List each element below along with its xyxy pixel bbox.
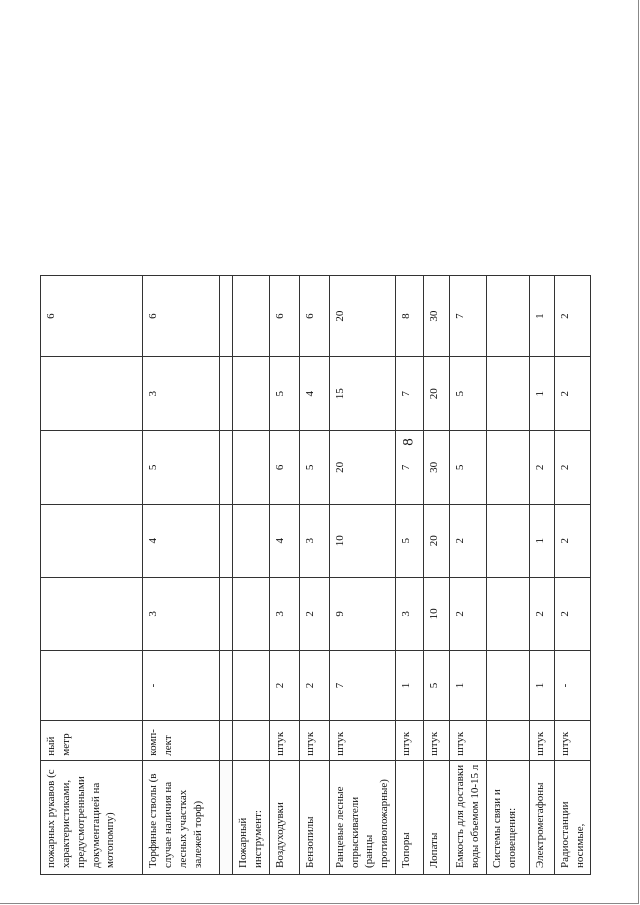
unit-cell <box>220 721 233 760</box>
value-cell: 3 <box>143 357 220 431</box>
value-cell: 7 <box>450 276 487 357</box>
value-cell: 5 <box>424 650 450 721</box>
value-cell: 2 <box>529 577 554 650</box>
value-cell <box>41 431 143 504</box>
value-cell <box>233 650 270 721</box>
value-cell: 2 <box>554 276 591 357</box>
table-row <box>486 276 529 875</box>
value-cell: 4 <box>143 504 220 577</box>
value-cell: - <box>143 650 220 721</box>
value-cell: 6 <box>269 276 299 357</box>
item-name-cell: Емкость для доставки воды объемом 10-15 л <box>450 760 487 874</box>
table-row <box>424 276 450 875</box>
value-cell <box>486 276 529 357</box>
value-cell <box>233 276 270 357</box>
value-cell <box>220 431 233 504</box>
value-cell: 1 <box>529 504 554 577</box>
value-cell: 5 <box>143 431 220 504</box>
value-cell: 5 <box>450 431 487 504</box>
value-cell: 8 <box>396 276 424 357</box>
value-cell: 2 <box>299 577 329 650</box>
value-cell: 15 <box>329 357 395 431</box>
unit-cell: штук <box>450 721 487 760</box>
value-cell <box>41 577 143 650</box>
value-cell: 3 <box>299 504 329 577</box>
page-number: 8 <box>400 438 417 446</box>
value-cell: 7 <box>396 431 424 504</box>
value-cell <box>233 431 270 504</box>
item-name-cell: Радиостанции носимые, <box>554 760 591 874</box>
value-cell: 20 <box>329 276 395 357</box>
item-name-cell: Бензопилы <box>299 760 329 874</box>
unit-cell: ный метр <box>41 721 143 760</box>
table-row <box>529 276 554 875</box>
unit-cell: штук <box>396 721 424 760</box>
item-name-cell: Топоры <box>396 760 424 874</box>
unit-cell: штук <box>329 721 395 760</box>
value-cell: 30 <box>424 276 450 357</box>
value-cell: 3 <box>396 577 424 650</box>
equipment-table <box>40 275 591 875</box>
value-cell: 10 <box>424 577 450 650</box>
value-cell: 9 <box>329 577 395 650</box>
value-cell <box>486 650 529 721</box>
value-cell: 20 <box>329 431 395 504</box>
value-cell <box>41 357 143 431</box>
item-name-cell: пожарных рукавов (с характеристиками, предусмотренными документацией на мотопомпу) <box>41 760 143 874</box>
item-name-cell: Электромегафоны <box>529 760 554 874</box>
value-cell: 20 <box>424 504 450 577</box>
item-name-cell: Воздуходувки <box>269 760 299 874</box>
item-name-cell: Лопаты <box>424 760 450 874</box>
value-cell <box>486 504 529 577</box>
table-row <box>143 276 220 875</box>
value-cell <box>233 357 270 431</box>
value-cell <box>220 504 233 577</box>
value-cell <box>41 650 143 721</box>
value-cell: 1 <box>529 357 554 431</box>
table-row <box>269 276 299 875</box>
value-cell: 5 <box>269 357 299 431</box>
value-cell: 20 <box>424 357 450 431</box>
unit-cell: комп-лект <box>143 721 220 760</box>
table-row <box>554 276 591 875</box>
value-cell: 5 <box>450 357 487 431</box>
unit-cell: штук <box>269 721 299 760</box>
value-cell: 2 <box>554 577 591 650</box>
value-cell: 3 <box>143 577 220 650</box>
value-cell <box>233 504 270 577</box>
value-cell: 6 <box>269 431 299 504</box>
unit-cell: штук <box>424 721 450 760</box>
value-cell: 5 <box>299 431 329 504</box>
value-cell: 4 <box>299 357 329 431</box>
value-cell: 6 <box>299 276 329 357</box>
value-cell: - <box>554 650 591 721</box>
value-cell <box>220 276 233 357</box>
item-name-cell: Торфяные стволы (в случае наличия на лесных участках залежей торф) <box>143 760 220 874</box>
item-name-cell: Ранцевые лесные опрыскиватели (ранцы противопожарные) <box>329 760 395 874</box>
value-cell: 6 <box>143 276 220 357</box>
value-cell <box>486 357 529 431</box>
table-row <box>299 276 329 875</box>
value-cell: 10 <box>329 504 395 577</box>
table-row <box>220 276 233 875</box>
value-cell: 4 <box>269 504 299 577</box>
value-cell: 1 <box>450 650 487 721</box>
value-cell: 6 <box>41 276 143 357</box>
value-cell: 2 <box>269 650 299 721</box>
item-name-cell: Системы связи и оповещения: <box>486 760 529 874</box>
value-cell: 7 <box>396 357 424 431</box>
table-row <box>329 276 395 875</box>
unit-cell <box>486 721 529 760</box>
table-row <box>41 276 143 875</box>
item-name-cell: Пожарный инструмент: <box>233 760 270 874</box>
value-cell: 1 <box>529 650 554 721</box>
value-cell <box>486 577 529 650</box>
value-cell <box>233 577 270 650</box>
value-cell: 2 <box>450 577 487 650</box>
item-name-cell <box>220 760 233 874</box>
unit-cell: штук <box>529 721 554 760</box>
unit-cell <box>233 721 270 760</box>
value-cell: 30 <box>424 431 450 504</box>
value-cell: 2 <box>554 357 591 431</box>
value-cell: 7 <box>329 650 395 721</box>
value-cell: 3 <box>269 577 299 650</box>
value-cell <box>486 431 529 504</box>
value-cell <box>220 577 233 650</box>
value-cell: 1 <box>529 276 554 357</box>
value-cell: 1 <box>396 650 424 721</box>
value-cell: 2 <box>450 504 487 577</box>
unit-cell: штук <box>554 721 591 760</box>
value-cell <box>220 357 233 431</box>
table-row <box>233 276 270 875</box>
value-cell: 2 <box>529 431 554 504</box>
value-cell: 2 <box>554 431 591 504</box>
table-row <box>450 276 487 875</box>
value-cell: 5 <box>396 504 424 577</box>
unit-cell: штук <box>299 721 329 760</box>
table-row <box>396 276 424 875</box>
value-cell <box>220 650 233 721</box>
value-cell: 2 <box>299 650 329 721</box>
value-cell: 2 <box>554 504 591 577</box>
value-cell <box>41 504 143 577</box>
